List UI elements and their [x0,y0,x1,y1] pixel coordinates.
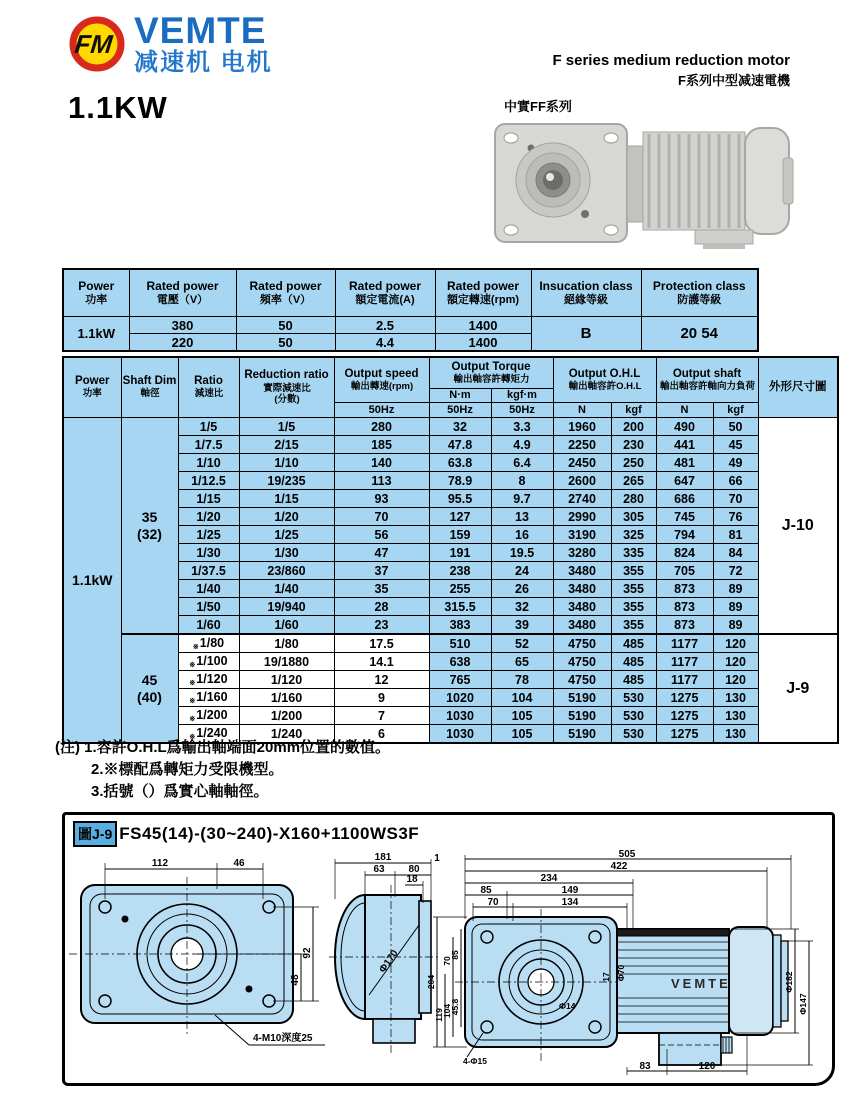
speed-380: 1400 [435,317,531,334]
spec-cell: 5190 [553,725,611,744]
rating-header-row [63,269,758,317]
spec-row [63,526,838,544]
spec-cell: 65 [491,653,553,671]
spec-cell: 47.8 [429,436,491,454]
spec-cell: 32 [429,418,491,436]
spec-cell: 1/50 [178,598,239,616]
dim-asm-85: 85 [480,885,492,896]
spec-cell: 81 [713,526,758,544]
dim-asm-204: 204 [426,974,436,990]
spec-cell: 1030 [429,725,491,744]
drawing-title [73,821,419,847]
spec-cell: 1275 [656,707,713,725]
spec-cell: 78 [491,671,553,689]
spec-cell: 23/860 [239,562,334,580]
dim-side-1: 1 [434,853,440,864]
dim-asm-505: 505 [618,849,636,860]
spec-cell: 485 [611,653,656,671]
spec-cell: 441 [656,436,713,454]
spec-cell: 72 [713,562,758,580]
spec-cell: 3280 [553,544,611,562]
spec-cell: 510 [429,634,491,653]
spec-cell: 12 [334,671,429,689]
hdr3-axial-kgf: kgf [713,403,758,418]
spec-row [63,707,838,725]
spec-cell: 1/25 [239,526,334,544]
brand-tagline: 减速机 电机 [134,49,273,76]
dim-side-dia170: Φ170 [377,948,401,975]
voltage-380: 380 [129,317,236,334]
spec-cell: 1/10 [178,454,239,472]
spec-cell: 5190 [553,689,611,707]
spec-cell: 113 [334,472,429,490]
spec-cell: 104 [491,689,553,707]
spec-cell: 481 [656,454,713,472]
motor-brand-text: VEMTE [671,976,731,991]
spec-cell: 765 [429,671,491,689]
hdr3-torque-50hz-1: 50Hz [429,403,491,418]
spec-cell: 3.3 [491,418,553,436]
spec-cell: 355 [611,580,656,598]
spec-cell: ※1/120 [178,671,239,689]
spec-cell: 1/25 [178,526,239,544]
drawing-ref-badge: 圖J-9 [73,821,117,847]
spec-cell: 4750 [553,671,611,689]
spec-cell: 19/940 [239,598,334,616]
dim-asm-85v: 85 [450,950,460,960]
spec-cell: 95.5 [429,490,491,508]
dim-front-48: 48 [290,974,301,986]
hdr-insulation: Insucation class 絕緣等級 [531,269,641,317]
spec-row [63,490,838,508]
spec-cell: 1177 [656,671,713,689]
spec-cell: 1/5 [178,418,239,436]
dim-asm-234: 234 [540,873,558,884]
spec-row [63,418,838,436]
dim-asm-422: 422 [610,861,628,872]
spec-cell: 530 [611,725,656,744]
spec-cell: 1/12.5 [178,472,239,490]
dim-asm-119: 119 [434,1008,444,1022]
spec-cell: 355 [611,562,656,580]
dim-side-18: 18 [406,874,418,885]
spec-cell: 530 [611,707,656,725]
protection-class: 20 54 [641,317,758,352]
spec-row [63,436,838,454]
torque-limited-mark: ※ [189,680,196,687]
spec-cell: 1030 [429,707,491,725]
torque-limited-mark: ※ [189,734,196,741]
spec-header-row1 [63,357,838,389]
spec-cell: 28 [334,598,429,616]
spec-cell: 19/1880 [239,653,334,671]
spec-cell: 230 [611,436,656,454]
spec-cell: 1/20 [178,508,239,526]
dim-asm-120: 120 [698,1061,716,1072]
spec-cell: 17.5 [334,634,429,653]
hdr2-torque: Output Torque 輸出軸容許轉矩力 [429,357,553,389]
spec-cell: 305 [611,508,656,526]
spec-cell: 1/60 [239,616,334,635]
spec-cell: 105 [491,725,553,744]
spec-cell: 45 [713,436,758,454]
spec-cell: 1/60 [178,616,239,635]
spec-cell: 280 [611,490,656,508]
spec-cell: 255 [429,580,491,598]
spec-cell: ※1/200 [178,707,239,725]
spec-cell: 1/15 [239,490,334,508]
spec-cell: 1/15 [178,490,239,508]
dim-asm-spigot: Φ70 [616,964,626,982]
current-220: 4.4 [335,334,435,352]
spec-cell: 105 [491,707,553,725]
spec-cell: 191 [429,544,491,562]
footnotes [55,737,390,802]
shaft-dim-cell: 45 (40) [121,634,178,743]
spec-cell: 39 [491,616,553,635]
spec-cell: 2450 [553,454,611,472]
note-3: 3.括號（）爲實心軸軸徑。 [91,782,269,800]
spec-cell: 1/20 [239,508,334,526]
spec-cell: 238 [429,562,491,580]
spec-cell: 824 [656,544,713,562]
spec-cell: 127 [429,508,491,526]
spec-cell: 89 [713,580,758,598]
dim-side-80: 80 [408,864,420,875]
spec-cell: 1/120 [239,671,334,689]
spec-row [63,544,838,562]
spec-cell: 1/30 [178,544,239,562]
spec-cell: ※1/80 [178,634,239,653]
spec-cell: 745 [656,508,713,526]
spec-cell: 24 [491,562,553,580]
dim-front-46: 46 [233,858,245,869]
spec-cell: 5190 [553,707,611,725]
dim-asm-45-8: 45.8 [450,998,460,1016]
spec-cell: 4.9 [491,436,553,454]
rating-table [62,268,759,352]
spec-cell: 2/15 [239,436,334,454]
hdr2-torque-nm: N·m [429,389,491,403]
torque-limited-mark: ※ [189,698,196,705]
series-title-zh: F系列中型减速電機 [678,73,790,88]
spec-table [62,356,839,744]
torque-limited-mark: ※ [189,662,196,669]
spec-cell: 4750 [553,634,611,653]
spec-cell: 70 [713,490,758,508]
spec-cell: 16 [491,526,553,544]
spec-cell: 1/160 [239,689,334,707]
spec-row [63,454,838,472]
spec-table-body [63,418,838,744]
spec-power-cell: 1.1kW [63,418,121,744]
spec-row [63,562,838,580]
dim-asm-134: 134 [561,897,579,908]
torque-limited-mark: ※ [192,644,199,651]
spec-cell: 130 [713,725,758,744]
spec-cell: 70 [334,508,429,526]
spec-cell: 3480 [553,598,611,616]
dim-asm-70: 70 [487,897,499,908]
hdr3-ohl-n: N [553,403,611,418]
spec-cell: 1/200 [239,707,334,725]
spec-cell: 76 [713,508,758,526]
spec-cell: 2740 [553,490,611,508]
spec-cell: 93 [334,490,429,508]
spec-cell: 120 [713,671,758,689]
insulation-class: B [531,317,641,352]
spec-cell: 9 [334,689,429,707]
spec-cell: 2990 [553,508,611,526]
spec-cell: 705 [656,562,713,580]
spec-cell: 1275 [656,689,713,707]
spec-cell: 647 [656,472,713,490]
spec-cell: 280 [334,418,429,436]
dim-front-bolts: 4-M10深度25 [253,1033,313,1044]
spec-cell: 19.5 [491,544,553,562]
spec-cell: 52 [491,634,553,653]
spec-cell: 89 [713,598,758,616]
spec-cell: 6.4 [491,454,553,472]
spec-cell: 1/40 [178,580,239,598]
spec-cell: ※1/240 [178,725,239,744]
spec-cell: 200 [611,418,656,436]
series-title-en: F series medium reduction motor [552,52,790,69]
spec-row [63,653,838,671]
dimension-drawing-panel [62,812,835,1086]
spec-cell: 1/240 [239,725,334,744]
spec-cell: 490 [656,418,713,436]
spec-cell: 638 [429,653,491,671]
spec-cell: 14.1 [334,653,429,671]
spec-cell: 84 [713,544,758,562]
spec-row [63,616,838,635]
spec-cell: 6 [334,725,429,744]
torque-limited-mark: ※ [189,716,196,723]
spec-cell: 66 [713,472,758,490]
brand-logo [66,12,273,75]
spec-cell: 383 [429,616,491,635]
dim-front-112: 112 [151,858,169,869]
power-value: 1.1kW [63,317,129,352]
dim-ref-cell: J-9 [758,634,838,743]
spec-cell: 89 [713,616,758,635]
hdr2-reduction: Reduction ratio 實際減速比 (分數) [239,357,334,418]
hdr2-shaft-dim: Shaft Dim 軸徑 [121,357,178,418]
spec-cell: 485 [611,634,656,653]
spec-cell: 1/7.5 [178,436,239,454]
spec-cell: 185 [334,436,429,454]
spec-cell: 325 [611,526,656,544]
svg-text:FM: FM [73,29,114,59]
spec-cell: 2250 [553,436,611,454]
spec-row [63,598,838,616]
hdr-current: Rated power 額定電流(A) [335,269,435,317]
spec-cell: 8 [491,472,553,490]
note-1: (注) 1.容許O.H.L爲輸出軸端面20mm位置的數值。 [55,739,391,756]
dim-asm-cap-dia: Φ147 [798,993,808,1015]
shaft-dim-cell: 35 (32) [121,418,178,635]
spec-cell: ※1/160 [178,689,239,707]
spec-cell: 120 [713,634,758,653]
spec-cell: 1177 [656,653,713,671]
spec-cell: 23 [334,616,429,635]
spec-cell: 335 [611,544,656,562]
spec-cell: 1/80 [239,634,334,653]
spec-cell: 1177 [656,634,713,653]
dim-ref-cell: J-10 [758,418,838,635]
spec-cell: 78.9 [429,472,491,490]
freq-380: 50 [236,317,335,334]
spec-cell: 50 [713,418,758,436]
spec-cell: 794 [656,526,713,544]
freq-220: 50 [236,334,335,352]
spec-cell: 2600 [553,472,611,490]
spec-cell: 1/37.5 [178,562,239,580]
spec-cell: 140 [334,454,429,472]
hdr2-dim-ref: 外形尺寸圖 [758,357,838,418]
dimension-drawing [67,849,827,1077]
spec-cell: 63.8 [429,454,491,472]
spec-cell: 3480 [553,562,611,580]
spec-row [63,634,838,653]
spec-cell: ※1/100 [178,653,239,671]
spec-cell: 47 [334,544,429,562]
rating-row-380 [63,317,758,334]
spec-cell: 4750 [553,653,611,671]
spec-cell: 530 [611,689,656,707]
hdr-voltage: Rated power 電壓（V） [129,269,236,317]
spec-cell: 130 [713,707,758,725]
hdr-protection: Protection class 防護等級 [641,269,758,317]
spec-cell: 1960 [553,418,611,436]
current-380: 2.5 [335,317,435,334]
brand-name: VEMTE [134,10,267,51]
spec-row [63,472,838,490]
dim-asm-key: 17 [601,972,611,982]
dim-asm-motor-dia: Φ182 [784,971,794,993]
spec-row [63,580,838,598]
spec-cell: 1/30 [239,544,334,562]
spec-cell: 265 [611,472,656,490]
note-2: 2.※標配爲轉矩力受限機型。 [91,760,284,778]
spec-cell: 873 [656,616,713,635]
spec-cell: 159 [429,526,491,544]
spec-cell: 3190 [553,526,611,544]
dim-side-63: 63 [373,864,385,875]
spec-cell: 130 [713,689,758,707]
series-label: 中實FF系列 [504,99,572,114]
brand-logo-icon [66,12,128,74]
spec-cell: 26 [491,580,553,598]
hdr3-ohl-kgf: kgf [611,403,656,418]
hdr2-torque-kgfm: kgf·m [491,389,553,403]
spec-cell: 1275 [656,725,713,744]
spec-cell: 13 [491,508,553,526]
voltage-220: 220 [129,334,236,352]
spec-cell: 120 [713,653,758,671]
hdr2-ohl: Output O.H.L 輸出軸容許O.H.L [553,357,656,403]
spec-row [63,508,838,526]
spec-cell: 1/10 [239,454,334,472]
dim-side-181: 181 [374,852,392,863]
spec-cell: 250 [611,454,656,472]
hdr3-torque-50hz-2: 50Hz [491,403,553,418]
spec-row [63,689,838,707]
dim-front-92: 92 [302,947,313,959]
hdr2-ratio: Ratio 減速比 [178,357,239,418]
speed-220: 1400 [435,334,531,352]
spec-cell: 3480 [553,580,611,598]
hdr-frequency: Rated power 頻率（V） [236,269,335,317]
spec-row [63,671,838,689]
spec-cell: 3480 [553,616,611,635]
spec-cell: 355 [611,598,656,616]
spec-cell: 873 [656,598,713,616]
spec-cell: 1/5 [239,418,334,436]
hdr-power: Power 功率 [63,269,129,317]
spec-cell: 35 [334,580,429,598]
spec-cell: 1020 [429,689,491,707]
hdr2-power: Power 功率 [63,357,121,418]
spec-cell: 49 [713,454,758,472]
spec-cell: 19/235 [239,472,334,490]
dim-asm-holes: 4-Φ15 [463,1056,487,1066]
hdr-speed: Rated power 額定轉速(rpm) [435,269,531,317]
spec-cell: 7 [334,707,429,725]
hdr2-speed: Output speed 輸出轉速(rpm) [334,357,429,403]
dim-asm-70v: 70 [442,956,452,966]
dim-asm-149: 149 [561,885,579,896]
spec-cell: 355 [611,616,656,635]
spec-cell: 873 [656,580,713,598]
product-photo [487,118,799,255]
spec-cell: 485 [611,671,656,689]
spec-cell: 686 [656,490,713,508]
dim-asm-104: 104 [442,1003,452,1019]
spec-cell: 32 [491,598,553,616]
hdr2-axial: Output shaft 輸出軸容許軸向力負荷 [656,357,758,403]
spec-cell: 1/40 [239,580,334,598]
spec-cell: 37 [334,562,429,580]
hdr3-speed-50hz: 50Hz [334,403,429,418]
hdr3-axial-n: N [656,403,713,418]
page-power-title: 1.1KW [68,90,168,125]
dim-asm-83: 83 [639,1061,651,1072]
drawing-model-code: FS45(14)-(30~240)-X160+1100WS3F [119,824,420,843]
dim-asm-shaft-dia: Φ14 [559,1001,576,1011]
spec-cell: 9.7 [491,490,553,508]
spec-cell: 56 [334,526,429,544]
spec-cell: 315.5 [429,598,491,616]
